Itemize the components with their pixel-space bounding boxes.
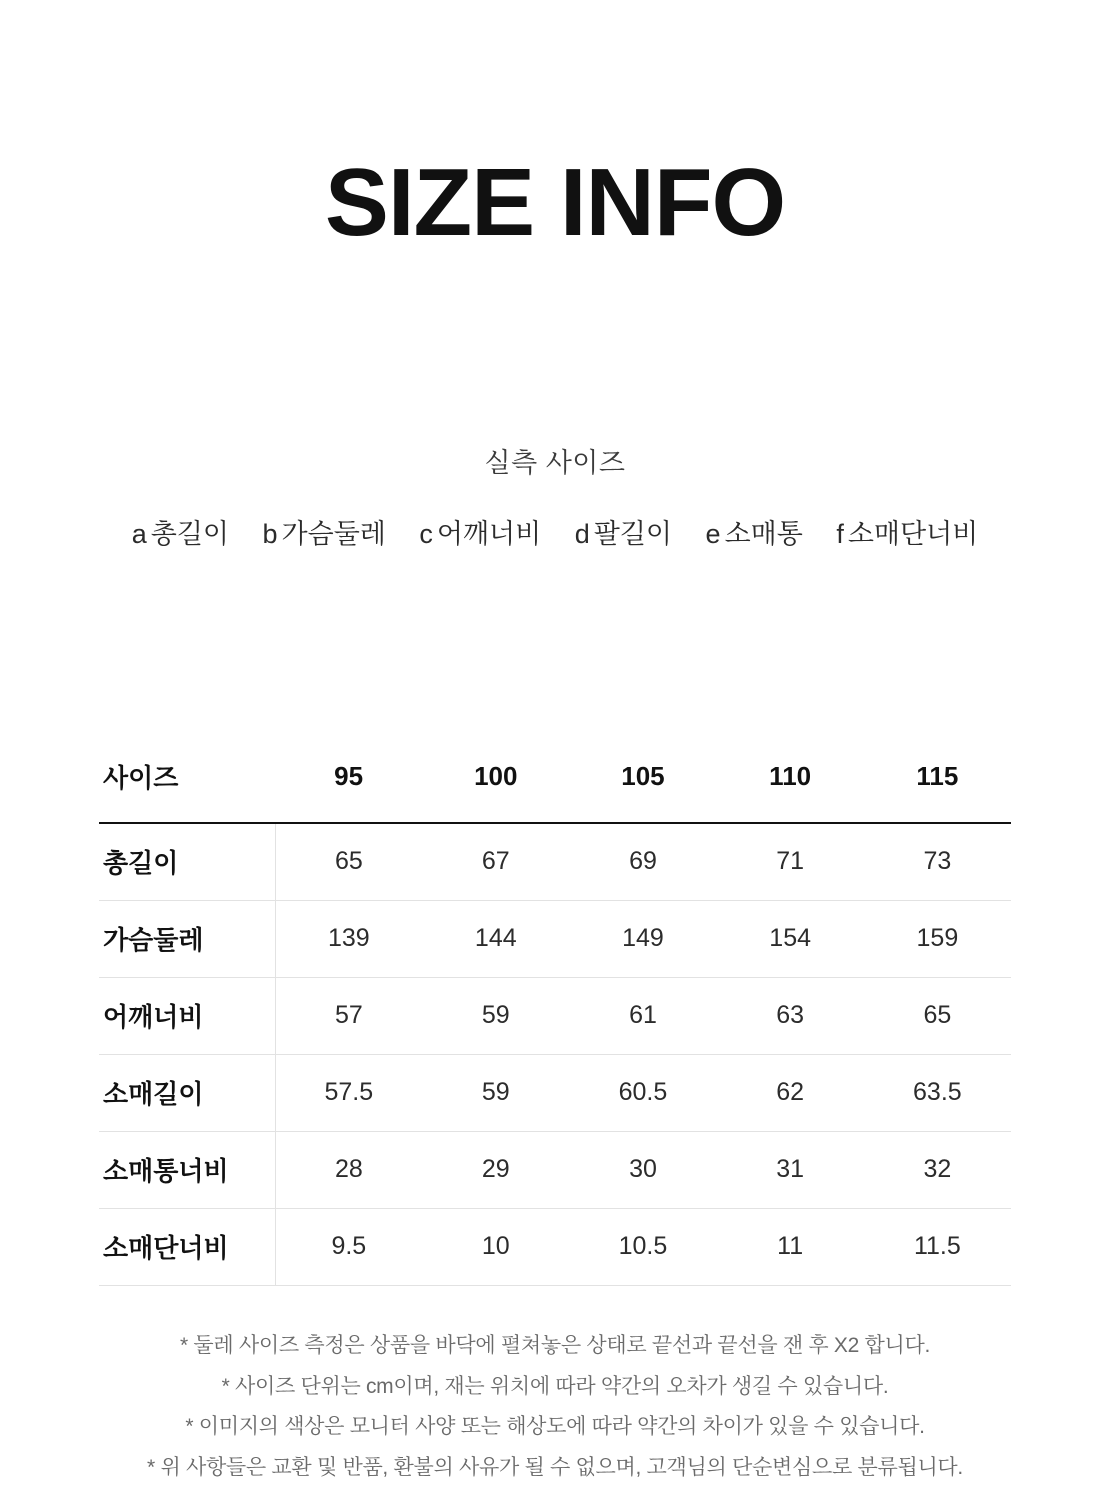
table-header-row (99, 746, 1011, 823)
row-label: 가슴둘레 (99, 900, 275, 977)
measurement-guide (0, 441, 1110, 551)
table-cell: 67 (481, 847, 510, 876)
table-cell: 9.5 (331, 1232, 367, 1261)
table-cell: 61 (629, 1001, 657, 1030)
row-label: 소매길이 (99, 1054, 275, 1131)
measurement-heading: 실측 사이즈 (484, 447, 626, 478)
table-cell: 10 (481, 1232, 510, 1261)
legend-item (706, 512, 803, 551)
legend-item (575, 512, 672, 551)
table-corner-label: 사이즈 (103, 763, 179, 794)
row-label: 소매단너비 (99, 1208, 275, 1285)
column-header: 115 (916, 761, 959, 792)
size-table-body (99, 823, 1011, 1286)
table-cell: 31 (776, 1155, 805, 1184)
column-header: 105 (621, 761, 665, 792)
table-cell: 139 (327, 924, 370, 953)
table-cell: 59 (481, 1078, 510, 1107)
table-row (99, 1054, 1011, 1131)
legend-item (132, 512, 229, 551)
table-cell: 32 (923, 1155, 952, 1184)
legend-label: 총길이 (150, 518, 229, 549)
table-cell: 144 (474, 924, 517, 953)
table-row (99, 823, 1011, 901)
table-cell: 71 (776, 847, 805, 876)
table-cell: 60.5 (618, 1078, 668, 1107)
table-cell: 10.5 (618, 1232, 668, 1261)
table-cell: 57.5 (324, 1078, 374, 1107)
page-title: SIZE INFO (324, 149, 786, 256)
measurement-legend (0, 512, 1110, 551)
note-item: * 사이즈 단위는 cm이며, 재는 위치에 따라 약간의 오차가 생길 수 있습니다. (221, 1374, 889, 1398)
table-cell: 59 (481, 1001, 510, 1030)
note-item: * 위 사항들은 교환 및 반품, 환불의 사유가 될 수 없으며, 고객님의 단순변심으로 분류됩니다. (147, 1456, 963, 1480)
legend-label: 소매통 (724, 518, 803, 549)
size-table-head (99, 746, 1011, 823)
legend-label: 팔길이 (593, 518, 673, 549)
row-label: 소매통너비 (99, 1131, 275, 1208)
table-cell: 69 (629, 847, 657, 876)
legend-key: a (131, 518, 147, 549)
legend-key: b (262, 518, 278, 549)
table-cell: 63 (776, 1001, 805, 1030)
table-cell: 29 (481, 1155, 510, 1184)
legend-key: d (574, 518, 590, 549)
table-cell: 73 (923, 847, 952, 876)
table-cell: 11.5 (913, 1232, 961, 1261)
row-label: 총길이 (99, 823, 275, 901)
legend-label: 어깨너비 (436, 518, 542, 549)
note-item: * 둘레 사이즈 측정은 상품을 바닥에 펼쳐놓은 상태로 끝선과 끝선을 잰 후 X2 합니다. (180, 1333, 930, 1357)
table-cell: 159 (916, 924, 959, 953)
column-header: 110 (769, 761, 812, 792)
legend-key: c (419, 518, 433, 549)
legend-key: e (705, 518, 721, 549)
notes-list (99, 1326, 1011, 1490)
table-cell: 11 (777, 1232, 804, 1261)
table-cell: 62 (776, 1078, 805, 1107)
table-cell: 149 (622, 924, 664, 953)
table-cell: 57 (334, 1001, 363, 1030)
size-table (99, 746, 1011, 1286)
legend-label: 가슴둘레 (281, 518, 386, 549)
table-cell: 154 (769, 924, 812, 953)
legend-item (419, 512, 541, 551)
table-cell: 30 (629, 1155, 657, 1184)
column-header: 100 (474, 761, 518, 792)
table-cell: 28 (334, 1155, 363, 1184)
legend-label: 소매단너비 (847, 518, 979, 549)
column-header: 95 (334, 761, 364, 792)
table-row (99, 900, 1011, 977)
legend-item (263, 512, 386, 551)
legend-key: f (836, 518, 844, 549)
size-table-wrapper (99, 746, 1011, 1286)
row-label: 어깨너비 (99, 977, 275, 1054)
table-row (99, 1208, 1011, 1285)
table-row (99, 1131, 1011, 1208)
table-cell: 65 (923, 1001, 952, 1030)
table-cell: 63.5 (913, 1078, 962, 1107)
legend-item (836, 512, 978, 551)
note-item: * 이미지의 색상은 모니터 사양 또는 해상도에 따라 약간의 차이가 있을 수 있습니다. (185, 1415, 925, 1439)
table-cell: 65 (334, 847, 363, 876)
table-row (99, 977, 1011, 1054)
